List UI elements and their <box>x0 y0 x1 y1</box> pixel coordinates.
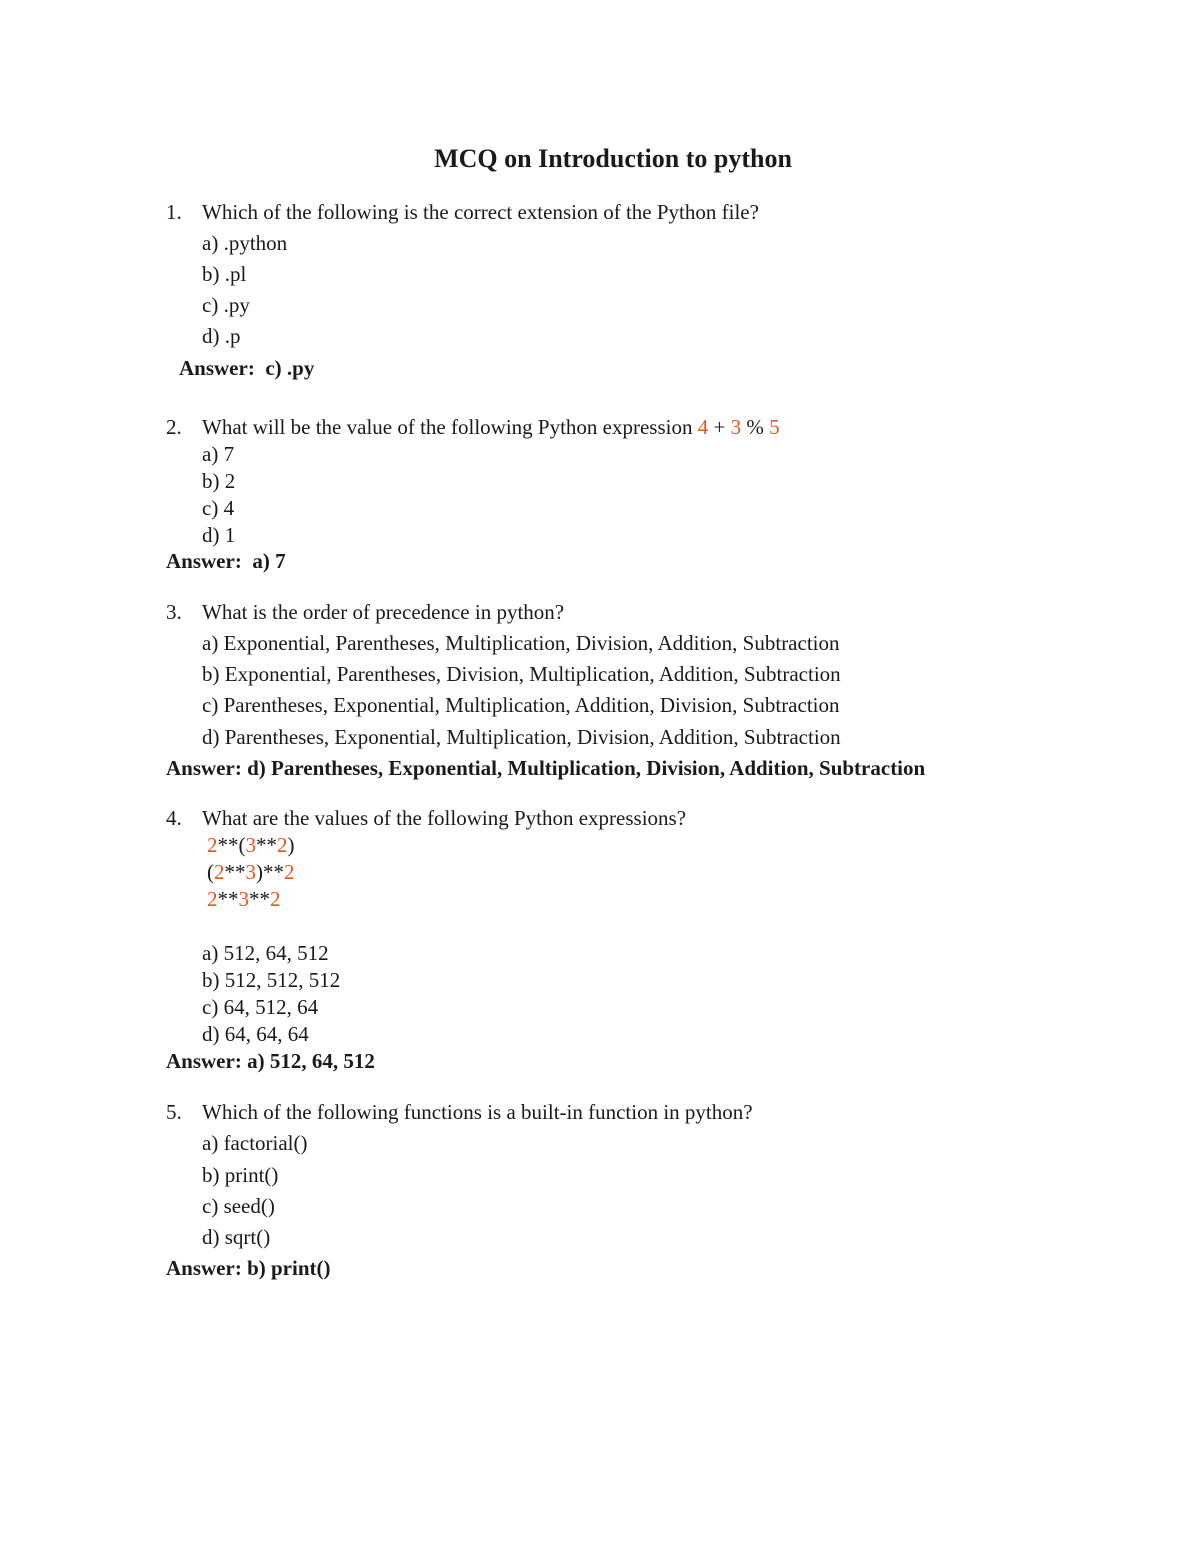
answer-label: Answer: <box>166 1049 242 1073</box>
option: c) 64, 512, 64 <box>202 995 319 1019</box>
option: a) 512, 64, 512 <box>202 941 329 965</box>
question-number: 2. <box>166 415 182 439</box>
option: b) 2 <box>202 469 236 493</box>
answer-line <box>166 1048 375 1074</box>
expr-operator: ** <box>256 833 277 857</box>
answer-line <box>166 755 925 781</box>
option: a) Exponential, Parentheses, Multiplication, Division, Addition, Subtraction <box>202 631 840 655</box>
option: d) .p <box>202 324 241 348</box>
question-3 <box>166 599 564 625</box>
expr-operator: ** <box>224 860 246 884</box>
option: d) 64, 64, 64 <box>202 1022 309 1046</box>
option: a) 7 <box>202 442 235 466</box>
option: a) factorial() <box>202 1131 308 1155</box>
answer-value: d) Parentheses, Exponential, Multiplication, Division, Addition, Subtraction <box>247 756 926 780</box>
question-number: 3. <box>166 600 182 624</box>
expr-operand: 2 <box>207 833 218 857</box>
option: c) seed() <box>202 1194 275 1218</box>
expr-operator: + <box>713 415 726 439</box>
expr-operator: % <box>746 415 764 439</box>
answer-value: a) 512, 64, 512 <box>247 1049 375 1073</box>
answer-label: Answer: <box>179 356 255 380</box>
option: b) print() <box>202 1163 279 1187</box>
option: d) 1 <box>202 523 236 547</box>
question-number: 1. <box>166 200 182 224</box>
option: b) .pl <box>202 262 247 286</box>
expression-line <box>207 859 295 885</box>
expr-operator: ** <box>249 887 270 911</box>
question-text: What will be the value of the following Python expression <box>202 415 693 439</box>
question-text: Which of the following functions is a built-in function in python? <box>202 1100 753 1124</box>
answer-line <box>166 548 286 574</box>
option: d) Parentheses, Exponential, Multiplication, Division, Addition, Subtraction <box>202 725 841 749</box>
expr-operand: 5 <box>769 415 780 439</box>
option: c) 4 <box>202 496 235 520</box>
expr-operand: 3 <box>245 860 256 884</box>
expr-operator: ( <box>207 860 214 884</box>
expr-operand: 3 <box>238 887 249 911</box>
question-5 <box>166 1099 753 1125</box>
answer-value: a) 7 <box>252 549 286 573</box>
expr-operator: ) <box>287 833 295 857</box>
expr-operand: 2 <box>284 860 295 884</box>
option: a) .python <box>202 231 288 255</box>
expr-operand: 2 <box>270 887 281 911</box>
answer-label: Answer: <box>166 549 242 573</box>
expr-operand: 3 <box>730 415 742 439</box>
question-number: 5. <box>166 1100 182 1124</box>
answer-line <box>179 355 314 381</box>
option: d) sqrt() <box>202 1225 271 1249</box>
expression-line <box>207 832 295 858</box>
option: b) Exponential, Parentheses, Division, Multiplication, Addition, Subtraction <box>202 662 841 686</box>
question-number: 4. <box>166 806 182 830</box>
expr-operand: 2 <box>207 887 218 911</box>
answer-label: Answer: <box>166 1256 242 1280</box>
question-text: What are the values of the following Python expressions? <box>202 806 687 830</box>
expression-line <box>207 886 281 912</box>
question-2 <box>166 414 780 440</box>
expr-operand: 2 <box>277 833 288 857</box>
expr-operator: ** <box>217 887 239 911</box>
expr-operand: 2 <box>214 860 225 884</box>
question-text: Which of the following is the correct extension of the Python file? <box>202 200 759 224</box>
answer-label: Answer: <box>166 756 242 780</box>
page-title: MCQ on Introduction to python <box>434 144 792 173</box>
option: c) Parentheses, Exponential, Multiplication, Addition, Division, Subtraction <box>202 693 840 717</box>
expr-operator: **( <box>217 833 246 857</box>
option: c) .py <box>202 293 250 317</box>
expr-operand: 4 <box>697 415 709 439</box>
answer-value: c) .py <box>265 356 315 380</box>
expr-operand: 3 <box>245 833 256 857</box>
question-text: What is the order of precedence in python? <box>202 600 565 624</box>
expr-operator: )** <box>256 860 284 884</box>
question-4 <box>166 805 686 831</box>
option: b) 512, 512, 512 <box>202 968 341 992</box>
answer-value: b) print() <box>247 1256 331 1280</box>
question-1 <box>166 199 759 225</box>
answer-line <box>166 1255 331 1281</box>
